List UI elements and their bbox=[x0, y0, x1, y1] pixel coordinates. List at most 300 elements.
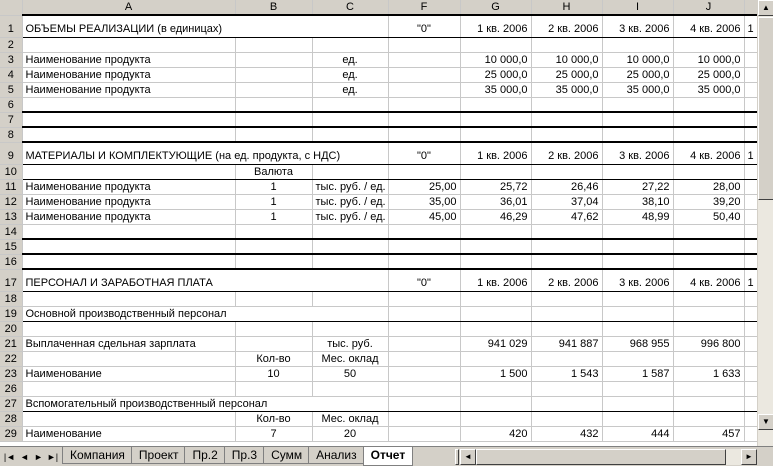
sheet-tab[interactable]: Сумм bbox=[263, 447, 310, 464]
cell[interactable] bbox=[22, 239, 235, 254]
cell[interactable]: 25,72 bbox=[460, 179, 531, 194]
cell[interactable] bbox=[602, 306, 673, 321]
column-header[interactable]: B bbox=[235, 0, 312, 15]
first-sheet-icon[interactable]: |◄ bbox=[3, 452, 16, 462]
period-header-cell[interactable]: 1 кв. 2006 bbox=[460, 142, 531, 164]
cell[interactable] bbox=[312, 381, 388, 396]
row-header[interactable]: 22 bbox=[0, 351, 22, 366]
scroll-right-icon[interactable]: ► bbox=[741, 449, 757, 465]
period-header-cell[interactable]: "0" bbox=[388, 142, 460, 164]
cell[interactable] bbox=[460, 306, 531, 321]
sheet-tab[interactable]: Пр.2 bbox=[184, 447, 225, 464]
cell[interactable] bbox=[312, 97, 388, 112]
cell[interactable] bbox=[602, 381, 673, 396]
cell[interactable]: 25,00 bbox=[388, 179, 460, 194]
scroll-left-icon[interactable]: ◄ bbox=[460, 449, 476, 465]
select-all-corner[interactable] bbox=[0, 0, 22, 15]
cell[interactable] bbox=[22, 97, 235, 112]
cell[interactable]: Кол-во bbox=[235, 351, 312, 366]
cell[interactable] bbox=[744, 52, 757, 67]
cell[interactable] bbox=[388, 67, 460, 82]
period-header-cell[interactable]: 2 кв. 2006 bbox=[531, 269, 602, 291]
row-header[interactable]: 20 bbox=[0, 321, 22, 336]
table-row bbox=[0, 209, 757, 224]
row-header[interactable]: 28 bbox=[0, 411, 22, 426]
cell[interactable]: 10 bbox=[235, 366, 312, 381]
cell[interactable] bbox=[235, 254, 312, 269]
cell[interactable] bbox=[673, 291, 744, 306]
cell[interactable]: 35 000,0 bbox=[460, 82, 531, 97]
cell[interactable] bbox=[312, 112, 388, 127]
cell[interactable] bbox=[22, 164, 235, 179]
cell[interactable] bbox=[312, 37, 388, 52]
cell[interactable] bbox=[602, 97, 673, 112]
cell[interactable] bbox=[673, 112, 744, 127]
cell[interactable] bbox=[744, 366, 757, 381]
row-header[interactable]: 13 bbox=[0, 209, 22, 224]
prev-sheet-icon[interactable]: ◄ bbox=[20, 452, 29, 462]
cell[interactable] bbox=[744, 67, 757, 82]
cell[interactable] bbox=[744, 306, 757, 321]
cell[interactable] bbox=[744, 37, 757, 52]
cell[interactable] bbox=[388, 321, 460, 336]
cell[interactable] bbox=[388, 97, 460, 112]
cell[interactable]: 1 bbox=[744, 15, 757, 37]
cell[interactable]: 50 bbox=[312, 366, 388, 381]
sheet-tabs bbox=[62, 447, 411, 466]
table-row bbox=[0, 396, 757, 411]
cell[interactable]: 1 bbox=[235, 179, 312, 194]
cell[interactable] bbox=[673, 381, 744, 396]
cell[interactable] bbox=[673, 396, 744, 411]
cell[interactable]: 10 000,0 bbox=[673, 52, 744, 67]
cell[interactable] bbox=[388, 239, 460, 254]
cell[interactable]: 39,20 bbox=[673, 194, 744, 209]
row-header[interactable]: 29 bbox=[0, 426, 22, 441]
cell[interactable]: Валюта bbox=[235, 164, 312, 179]
cell[interactable]: 27,22 bbox=[602, 179, 673, 194]
row-header[interactable]: 6 bbox=[0, 97, 22, 112]
cell[interactable] bbox=[531, 224, 602, 239]
cell[interactable] bbox=[673, 164, 744, 179]
next-sheet-icon[interactable]: ► bbox=[34, 452, 43, 462]
cell[interactable] bbox=[460, 411, 531, 426]
cell[interactable] bbox=[673, 306, 744, 321]
cell[interactable] bbox=[388, 52, 460, 67]
cell[interactable] bbox=[602, 224, 673, 239]
cell[interactable] bbox=[744, 127, 757, 142]
cell[interactable] bbox=[673, 351, 744, 366]
section-title[interactable]: МАТЕРИАЛЫ И КОМПЛЕКТУЮЩИЕ (на ед. продукта, с НДС) bbox=[22, 142, 388, 164]
cell[interactable] bbox=[312, 321, 388, 336]
cell[interactable]: 941 029 bbox=[460, 336, 531, 351]
cell[interactable] bbox=[602, 37, 673, 52]
cell[interactable] bbox=[388, 381, 460, 396]
cell[interactable]: 26,46 bbox=[531, 179, 602, 194]
period-header-cell[interactable]: "0" bbox=[388, 269, 460, 291]
cell[interactable] bbox=[235, 381, 312, 396]
cell[interactable]: 432 bbox=[531, 426, 602, 441]
cell[interactable]: 1 587 bbox=[602, 366, 673, 381]
table-row bbox=[0, 112, 757, 127]
cell[interactable] bbox=[388, 224, 460, 239]
scroll-down-icon[interactable]: ▼ bbox=[758, 414, 773, 430]
cell[interactable] bbox=[388, 112, 460, 127]
cell[interactable] bbox=[22, 351, 235, 366]
cell[interactable]: 20 bbox=[312, 426, 388, 441]
cell[interactable] bbox=[22, 411, 235, 426]
cell[interactable]: 47,62 bbox=[531, 209, 602, 224]
cell[interactable]: Мес. оклад bbox=[312, 411, 388, 426]
cell[interactable] bbox=[531, 351, 602, 366]
cell[interactable] bbox=[602, 164, 673, 179]
period-header-cell[interactable]: 4 кв. 2006 bbox=[673, 15, 744, 37]
cell[interactable]: Наименование bbox=[22, 366, 235, 381]
row-header[interactable]: 17 bbox=[0, 269, 22, 291]
cell[interactable] bbox=[602, 127, 673, 142]
cell[interactable] bbox=[388, 254, 460, 269]
cell[interactable]: Выплаченная сдельная зарплата bbox=[22, 336, 235, 351]
horizontal-scroll-thumb[interactable] bbox=[476, 449, 726, 465]
cell[interactable] bbox=[602, 396, 673, 411]
cell[interactable] bbox=[531, 112, 602, 127]
subsection-title[interactable]: Вспомогательный производственный персонал bbox=[22, 396, 388, 411]
table-row bbox=[0, 269, 757, 291]
row-header[interactable]: 27 bbox=[0, 396, 22, 411]
sheet-tab[interactable]: Анализ bbox=[308, 447, 365, 464]
cell[interactable]: 968 955 bbox=[602, 336, 673, 351]
cell[interactable]: ед. bbox=[312, 52, 388, 67]
cell[interactable] bbox=[235, 239, 312, 254]
cell[interactable]: 25 000,0 bbox=[673, 67, 744, 82]
cell[interactable] bbox=[235, 37, 312, 52]
cell[interactable]: 25 000,0 bbox=[460, 67, 531, 82]
cell[interactable]: Наименование продукта bbox=[22, 82, 235, 97]
cell[interactable]: Мес. оклад bbox=[312, 351, 388, 366]
cell[interactable] bbox=[388, 291, 460, 306]
cell[interactable] bbox=[744, 209, 757, 224]
row-header[interactable]: 7 bbox=[0, 112, 22, 127]
cell[interactable]: 1 bbox=[235, 209, 312, 224]
cell[interactable] bbox=[744, 112, 757, 127]
cell[interactable]: тыс. руб. / ед. bbox=[312, 194, 388, 209]
cell[interactable] bbox=[460, 97, 531, 112]
cell[interactable]: 10 000,0 bbox=[460, 52, 531, 67]
table-row bbox=[0, 82, 757, 97]
cell[interactable] bbox=[388, 426, 460, 441]
cell[interactable] bbox=[744, 411, 757, 426]
cell[interactable] bbox=[22, 291, 235, 306]
period-header-cell[interactable]: 3 кв. 2006 bbox=[602, 269, 673, 291]
cell[interactable]: Наименование продукта bbox=[22, 52, 235, 67]
cell[interactable] bbox=[673, 239, 744, 254]
cell[interactable] bbox=[22, 321, 235, 336]
cell[interactable] bbox=[602, 351, 673, 366]
cell[interactable]: 38,10 bbox=[602, 194, 673, 209]
cell[interactable] bbox=[388, 82, 460, 97]
row-header[interactable]: 1 bbox=[0, 15, 22, 37]
cell[interactable] bbox=[531, 396, 602, 411]
cell[interactable]: 45,00 bbox=[388, 209, 460, 224]
cell[interactable] bbox=[460, 351, 531, 366]
row-header[interactable]: 5 bbox=[0, 82, 22, 97]
cell[interactable]: тыс. руб. / ед. bbox=[312, 209, 388, 224]
cell[interactable]: ед. bbox=[312, 82, 388, 97]
horizontal-scrollbar[interactable] bbox=[460, 449, 757, 465]
cell[interactable]: 46,29 bbox=[460, 209, 531, 224]
cell[interactable]: 48,99 bbox=[602, 209, 673, 224]
cell[interactable] bbox=[673, 254, 744, 269]
period-header-cell[interactable]: 1 кв. 2006 bbox=[460, 269, 531, 291]
cell[interactable] bbox=[235, 67, 312, 82]
table-row bbox=[0, 142, 757, 164]
cell[interactable]: 444 bbox=[602, 426, 673, 441]
cell[interactable] bbox=[388, 366, 460, 381]
cell[interactable]: 1 bbox=[744, 142, 757, 164]
column-header[interactable]: F bbox=[388, 0, 460, 15]
cell[interactable]: 28,00 bbox=[673, 179, 744, 194]
cell[interactable]: 37,04 bbox=[531, 194, 602, 209]
cell[interactable] bbox=[22, 127, 235, 142]
cell[interactable] bbox=[312, 239, 388, 254]
vertical-scrollbar[interactable] bbox=[757, 0, 773, 446]
cell[interactable] bbox=[388, 411, 460, 426]
cell[interactable]: 996 800 bbox=[673, 336, 744, 351]
cell[interactable]: Наименование продукта bbox=[22, 67, 235, 82]
cell[interactable] bbox=[235, 97, 312, 112]
cell[interactable] bbox=[744, 224, 757, 239]
cell[interactable] bbox=[531, 97, 602, 112]
column-header[interactable]: J bbox=[673, 0, 744, 15]
row-header[interactable]: 23 bbox=[0, 366, 22, 381]
cell[interactable] bbox=[744, 97, 757, 112]
row-header[interactable]: 18 bbox=[0, 291, 22, 306]
cell[interactable] bbox=[388, 336, 460, 351]
section-title[interactable]: ОБЪЕМЫ РЕАЛИЗАЦИИ (в единицах) bbox=[22, 15, 388, 37]
cell[interactable] bbox=[744, 164, 757, 179]
cell[interactable] bbox=[460, 321, 531, 336]
cell[interactable] bbox=[744, 194, 757, 209]
cell[interactable]: Наименование bbox=[22, 426, 235, 441]
cell[interactable]: ед. bbox=[312, 67, 388, 82]
cell[interactable]: 35 000,0 bbox=[602, 82, 673, 97]
cell[interactable] bbox=[388, 396, 460, 411]
cell[interactable] bbox=[235, 291, 312, 306]
period-header-cell[interactable]: 1 кв. 2006 bbox=[460, 15, 531, 37]
cell[interactable] bbox=[744, 239, 757, 254]
cell[interactable] bbox=[312, 164, 388, 179]
cell[interactable] bbox=[531, 411, 602, 426]
row-header[interactable]: 16 bbox=[0, 254, 22, 269]
cell[interactable] bbox=[531, 127, 602, 142]
column-header[interactable]: H bbox=[531, 0, 602, 15]
cell[interactable]: 1 bbox=[235, 194, 312, 209]
cell[interactable] bbox=[235, 224, 312, 239]
cell[interactable] bbox=[531, 291, 602, 306]
cell[interactable]: 1 500 bbox=[460, 366, 531, 381]
cell[interactable] bbox=[602, 291, 673, 306]
cell[interactable] bbox=[602, 321, 673, 336]
period-header-cell[interactable]: 3 кв. 2006 bbox=[602, 15, 673, 37]
column-header[interactable]: C bbox=[312, 0, 388, 15]
cell[interactable] bbox=[388, 127, 460, 142]
cell[interactable]: 50,40 bbox=[673, 209, 744, 224]
cell[interactable] bbox=[235, 321, 312, 336]
cell[interactable] bbox=[673, 97, 744, 112]
row-header[interactable]: 21 bbox=[0, 336, 22, 351]
cell[interactable] bbox=[235, 112, 312, 127]
row-header[interactable]: 19 bbox=[0, 306, 22, 321]
column-header[interactable]: A bbox=[22, 0, 235, 15]
period-header-cell[interactable]: 2 кв. 2006 bbox=[531, 15, 602, 37]
cell[interactable] bbox=[673, 127, 744, 142]
row-header[interactable]: 12 bbox=[0, 194, 22, 209]
sheet-tab[interactable]: Проект bbox=[131, 447, 187, 464]
cell[interactable] bbox=[312, 224, 388, 239]
cell[interactable]: 1 543 bbox=[531, 366, 602, 381]
cell[interactable] bbox=[460, 396, 531, 411]
cell[interactable] bbox=[460, 112, 531, 127]
cell[interactable] bbox=[460, 164, 531, 179]
cell[interactable] bbox=[312, 254, 388, 269]
cell[interactable] bbox=[460, 37, 531, 52]
cell[interactable]: тыс. руб. / ед. bbox=[312, 179, 388, 194]
cell[interactable] bbox=[673, 321, 744, 336]
tab-split-handle[interactable] bbox=[455, 449, 459, 465]
section-title[interactable]: ПЕРСОНАЛ И ЗАРАБОТНАЯ ПЛАТА bbox=[22, 269, 388, 291]
cell[interactable] bbox=[531, 37, 602, 52]
cell[interactable] bbox=[388, 164, 460, 179]
cell[interactable] bbox=[312, 291, 388, 306]
row-header[interactable]: 14 bbox=[0, 224, 22, 239]
cell[interactable] bbox=[235, 127, 312, 142]
column-header[interactable] bbox=[744, 0, 757, 15]
cell[interactable] bbox=[673, 224, 744, 239]
cell[interactable] bbox=[235, 336, 312, 351]
cell[interactable] bbox=[744, 254, 757, 269]
row-header[interactable]: 2 bbox=[0, 37, 22, 52]
cell[interactable]: 10 000,0 bbox=[531, 52, 602, 67]
scroll-up-icon[interactable]: ▲ bbox=[758, 0, 773, 16]
cell[interactable] bbox=[744, 291, 757, 306]
row-header[interactable]: 3 bbox=[0, 52, 22, 67]
subsection-title[interactable]: Основной производственный персонал bbox=[22, 306, 388, 321]
cell[interactable]: 1 633 bbox=[673, 366, 744, 381]
row-header[interactable]: 26 bbox=[0, 381, 22, 396]
cell[interactable]: 1 bbox=[744, 269, 757, 291]
cell[interactable]: 941 887 bbox=[531, 336, 602, 351]
period-header-cell[interactable]: 3 кв. 2006 bbox=[602, 142, 673, 164]
cell[interactable] bbox=[673, 411, 744, 426]
cell[interactable] bbox=[744, 396, 757, 411]
cell[interactable]: Наименование продукта bbox=[22, 209, 235, 224]
cell[interactable]: 25 000,0 bbox=[531, 67, 602, 82]
cell[interactable] bbox=[22, 112, 235, 127]
cell[interactable] bbox=[460, 291, 531, 306]
row-header[interactable]: 4 bbox=[0, 67, 22, 82]
cell[interactable] bbox=[744, 351, 757, 366]
cell[interactable] bbox=[602, 254, 673, 269]
period-header-cell[interactable]: 4 кв. 2006 bbox=[673, 269, 744, 291]
cell[interactable] bbox=[460, 127, 531, 142]
period-header-cell[interactable]: 4 кв. 2006 bbox=[673, 142, 744, 164]
cell[interactable] bbox=[744, 179, 757, 194]
cell[interactable] bbox=[388, 351, 460, 366]
table-row bbox=[0, 194, 757, 209]
cell[interactable] bbox=[388, 306, 460, 321]
cell[interactable] bbox=[312, 127, 388, 142]
cell[interactable] bbox=[22, 381, 235, 396]
cell[interactable] bbox=[531, 239, 602, 254]
row-header[interactable]: 10 bbox=[0, 164, 22, 179]
cell[interactable] bbox=[602, 411, 673, 426]
last-sheet-icon[interactable]: ►| bbox=[46, 452, 59, 462]
cell[interactable] bbox=[744, 82, 757, 97]
cell[interactable] bbox=[531, 381, 602, 396]
cell[interactable] bbox=[531, 306, 602, 321]
cell[interactable]: 420 bbox=[460, 426, 531, 441]
cell[interactable] bbox=[602, 239, 673, 254]
cell[interactable] bbox=[235, 52, 312, 67]
cell[interactable] bbox=[744, 381, 757, 396]
cell[interactable] bbox=[602, 112, 673, 127]
row-header[interactable]: 8 bbox=[0, 127, 22, 142]
cell[interactable] bbox=[531, 321, 602, 336]
cell[interactable] bbox=[673, 37, 744, 52]
column-header[interactable]: G bbox=[460, 0, 531, 15]
cell[interactable]: Наименование продукта bbox=[22, 194, 235, 209]
cell[interactable]: 36,01 bbox=[460, 194, 531, 209]
cell[interactable] bbox=[460, 239, 531, 254]
cell[interactable] bbox=[22, 254, 235, 269]
cell[interactable] bbox=[460, 254, 531, 269]
cell[interactable] bbox=[531, 254, 602, 269]
cell[interactable]: 10 000,0 bbox=[602, 52, 673, 67]
cell[interactable] bbox=[22, 224, 235, 239]
row-header[interactable]: 9 bbox=[0, 142, 22, 164]
table-row bbox=[0, 127, 757, 142]
row-header[interactable]: 15 bbox=[0, 239, 22, 254]
vertical-scroll-thumb[interactable] bbox=[758, 17, 773, 200]
period-header-cell[interactable]: 2 кв. 2006 bbox=[531, 142, 602, 164]
cell[interactable] bbox=[744, 426, 757, 441]
sheet-tab-bar bbox=[0, 446, 773, 466]
sheet-tab[interactable]: Компания bbox=[62, 447, 133, 464]
cell[interactable]: Кол-во bbox=[235, 411, 312, 426]
cell[interactable] bbox=[744, 336, 757, 351]
cell[interactable]: 35 000,0 bbox=[531, 82, 602, 97]
sheet-tab[interactable]: Пр.3 bbox=[224, 447, 265, 464]
row-header[interactable]: 11 bbox=[0, 179, 22, 194]
cell[interactable]: Наименование продукта bbox=[22, 179, 235, 194]
cell[interactable] bbox=[388, 37, 460, 52]
cell[interactable]: 35,00 bbox=[388, 194, 460, 209]
column-header[interactable]: I bbox=[602, 0, 673, 15]
sheet-tab[interactable]: Отчет bbox=[363, 447, 414, 466]
cell[interactable] bbox=[22, 37, 235, 52]
period-header-cell[interactable]: "0" bbox=[388, 15, 460, 37]
cell[interactable]: 35 000,0 bbox=[673, 82, 744, 97]
cell[interactable]: 457 bbox=[673, 426, 744, 441]
cell[interactable]: 25 000,0 bbox=[602, 67, 673, 82]
cell[interactable]: 7 bbox=[235, 426, 312, 441]
cell[interactable] bbox=[531, 164, 602, 179]
cell[interactable] bbox=[460, 381, 531, 396]
cell[interactable] bbox=[235, 82, 312, 97]
cell[interactable] bbox=[744, 321, 757, 336]
cell[interactable]: тыс. руб. bbox=[312, 336, 388, 351]
cell[interactable] bbox=[460, 224, 531, 239]
